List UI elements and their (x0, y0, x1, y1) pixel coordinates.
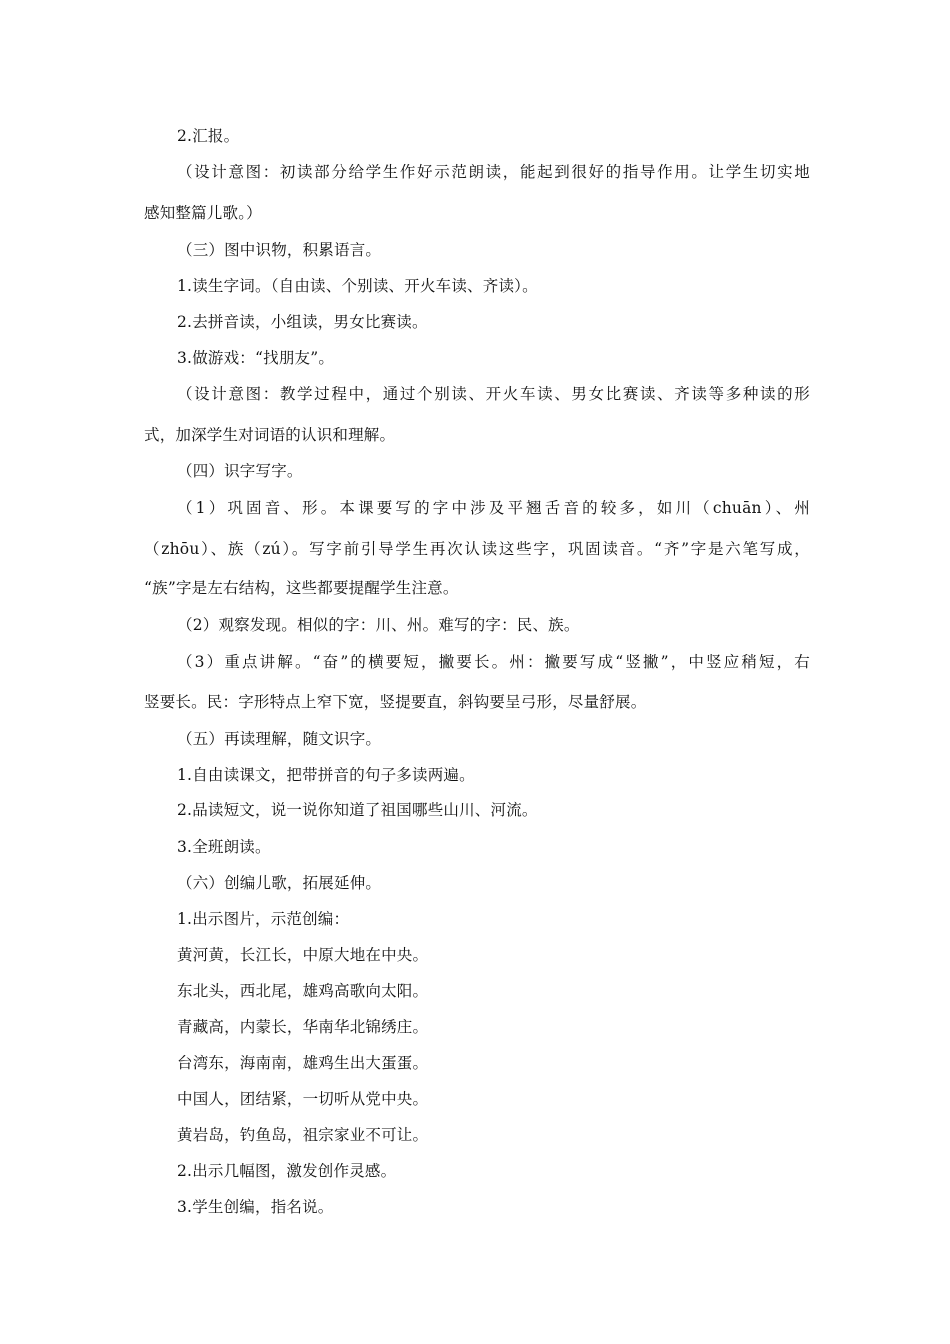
text-line: 3.做游戏：“找朋友”。 (177, 349, 335, 367)
poem-line: 中国人，团结紧，一切听从党中央。 (177, 1090, 429, 1108)
text-line: 竖要长。民：字形特点上窄下宽，竖提要直，斜钩要呈弓形，尽量舒展。 (144, 693, 647, 711)
text-line: （zhōu）、族（zú）。写字前引导学生再次认读这些字，巩固读音。“齐”字是六笔写成， (144, 540, 810, 558)
section-heading: （三）图中识物，积累语言。 (177, 241, 382, 259)
text-line: 式，加深学生对词语的认识和理解。 (144, 426, 396, 444)
text-line: （1）巩固音、形。本课要写的字中涉及平翘舌音的较多，如川（chuān）、州 (177, 499, 810, 517)
text-line: （设计意图：教学过程中，通过个别读、开火车读、男女比赛读、齐读等多种读的形 (177, 385, 810, 403)
section-heading: （四）识字写字。 (177, 462, 303, 480)
text-line: （2）观察发现。相似的字：川、州。难写的字：民、族。 (177, 616, 580, 634)
section-heading: （六）创编儿歌，拓展延伸。 (177, 874, 382, 892)
text-line: 1.自由读课文，把带拼音的句子多读两遍。 (177, 766, 475, 784)
text-line: 2.品读短文，说一说你知道了祖国哪些山川、河流。 (177, 801, 538, 819)
text-line: （设计意图：初读部分给学生作好示范朗读，能起到很好的指导作用。让学生切实地 (177, 163, 810, 181)
poem-line: 青藏高，内蒙长，华南华北锦绣庄。 (177, 1018, 429, 1036)
poem-line: 黄河黄，长江长，中原大地在中央。 (177, 946, 429, 964)
text-line: （3）重点讲解。“奋”的横要短，撇要长。州：撇要写成“竖撇”，中竖应稍短，右 (177, 653, 810, 671)
text-line: 1.读生字词。（自由读、个别读、开火车读、齐读）。 (177, 277, 538, 295)
text-line: “族”字是左右结构，这些都要提醒学生注意。 (144, 579, 459, 597)
text-line: 1.出示图片，示范创编： (177, 910, 350, 928)
text-line: 3.全班朗读。 (177, 838, 271, 856)
poem-line: 黄岩岛，钓鱼岛，祖宗家业不可让。 (177, 1126, 429, 1144)
text-line: 感知整篇儿歌。） (144, 204, 262, 222)
text-line: 2.去拼音读，小组读，男女比赛读。 (177, 313, 428, 331)
poem-line: 东北头，西北尾，雄鸡高歌向太阳。 (177, 982, 429, 1000)
text-line: 2.出示几幅图，激发创作灵感。 (177, 1162, 397, 1180)
text-line: 2.汇报。 (177, 127, 240, 145)
poem-line: 台湾东，海南南，雄鸡生出大蛋蛋。 (177, 1054, 429, 1072)
text-line: 3.学生创编，指名说。 (177, 1198, 334, 1216)
section-heading: （五）再读理解，随文识字。 (177, 730, 382, 748)
